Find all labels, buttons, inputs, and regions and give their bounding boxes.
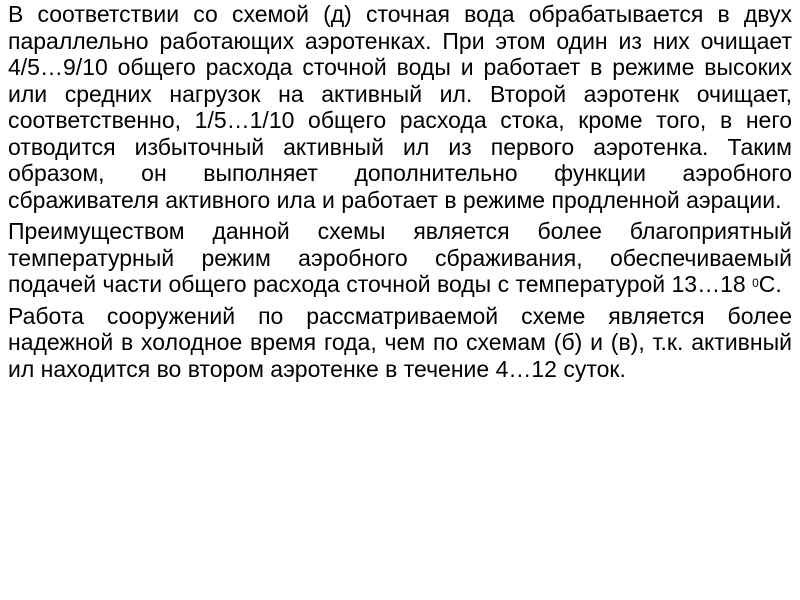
paragraph-scheme-advantage xyxy=(8,218,792,298)
paragraph-cold-season-reliability: Работа сооружений по рассматриваемой схеме является более надежной в холодное время года, чем по схемам (б) и (в), т.к. активный ил находится во втором аэротенке в течение 4…12 суток. xyxy=(8,302,792,382)
paragraph-advantage-text: Преимуществом данной схемы является более благоприятный температурный режим аэробного сбраживания, обеспечиваемый подачей части общего расхода сточной воды с температурой 13…18 xyxy=(8,218,792,297)
paragraph-scheme-d-description: В соответствии со схемой (д) сточная вода обрабатывается в двух параллельно работающих аэротенках. При этом один из них очищает 4/5…9/10 общего расхода сточной воды и работает в режиме высоких или средних нагрузок на активный ил. Второй аэротенк очищает, соответственно, 1/5…1/10 общего расхода стока, кроме того, в него отводится избыточный активный ил из первого аэротенка. Таким образом, он выполняет дополнительно функции аэробного сбраживателя активного ила и работает в режиме продленной аэрации. xyxy=(8,1,792,213)
temperature-unit: С. xyxy=(758,271,782,297)
degree-superscript: 0 xyxy=(752,276,759,290)
